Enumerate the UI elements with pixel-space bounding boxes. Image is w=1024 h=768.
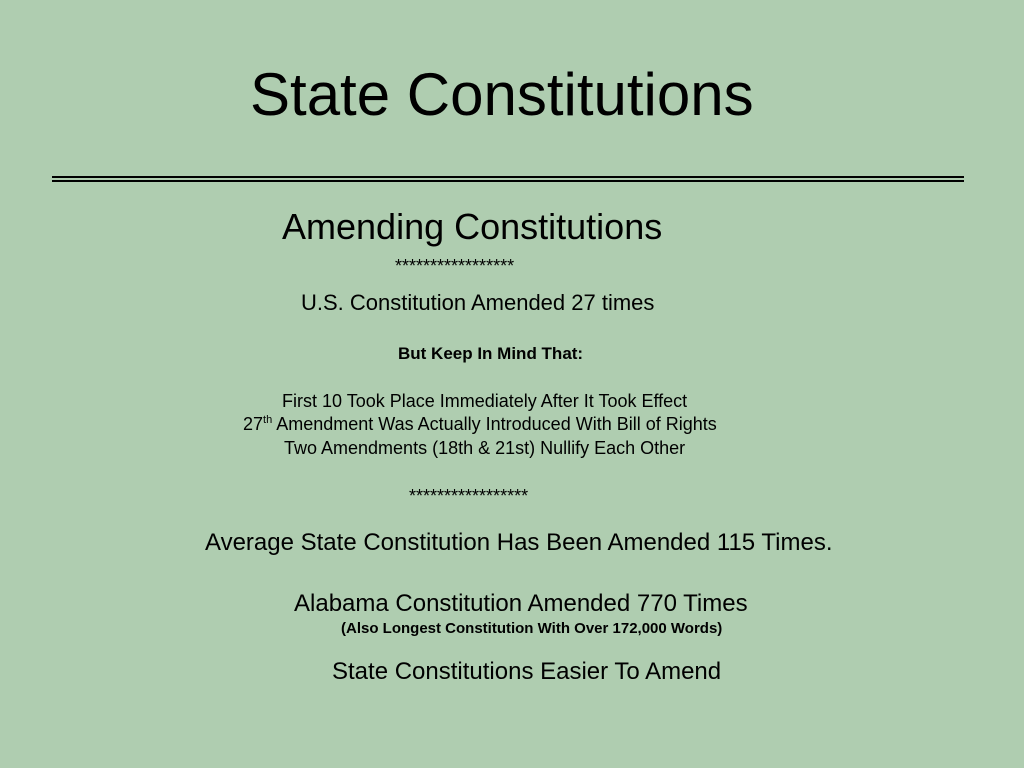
title-divider-bottom (52, 180, 964, 182)
separator-stars-top: ***************** (395, 256, 515, 276)
point-first-ten: First 10 Took Place Immediately After It Took Effect (282, 391, 688, 411)
slide-subtitle: Amending Constitutions (282, 206, 663, 247)
point-27th-rest: Amendment Was Actually Introduced With Bill of Rights (272, 414, 717, 434)
separator-stars-bottom: ***************** (409, 486, 529, 506)
us-amended-text: U.S. Constitution Amended 27 times (301, 290, 655, 315)
keep-in-mind-heading: But Keep In Mind That: (398, 344, 584, 363)
point-27th-prefix: 27 (243, 414, 264, 434)
slide-title: State Constitutions (250, 61, 754, 128)
point-27th-superscript: th (263, 414, 273, 426)
title-divider-top (52, 176, 964, 178)
point-27th-amendment (243, 414, 717, 435)
alabama-amended-text: Alabama Constitution Amended 770 Times (294, 590, 748, 617)
alabama-note: (Also Longest Constitution With Over 172,000 Words) (341, 620, 723, 637)
point-two-amendments: Two Amendments (18th & 21st) Nullify Each Other (284, 438, 686, 458)
average-amended-text: Average State Constitution Has Been Amended 115 Times. (205, 529, 833, 556)
easier-to-amend-text: State Constitutions Easier To Amend (332, 658, 722, 685)
